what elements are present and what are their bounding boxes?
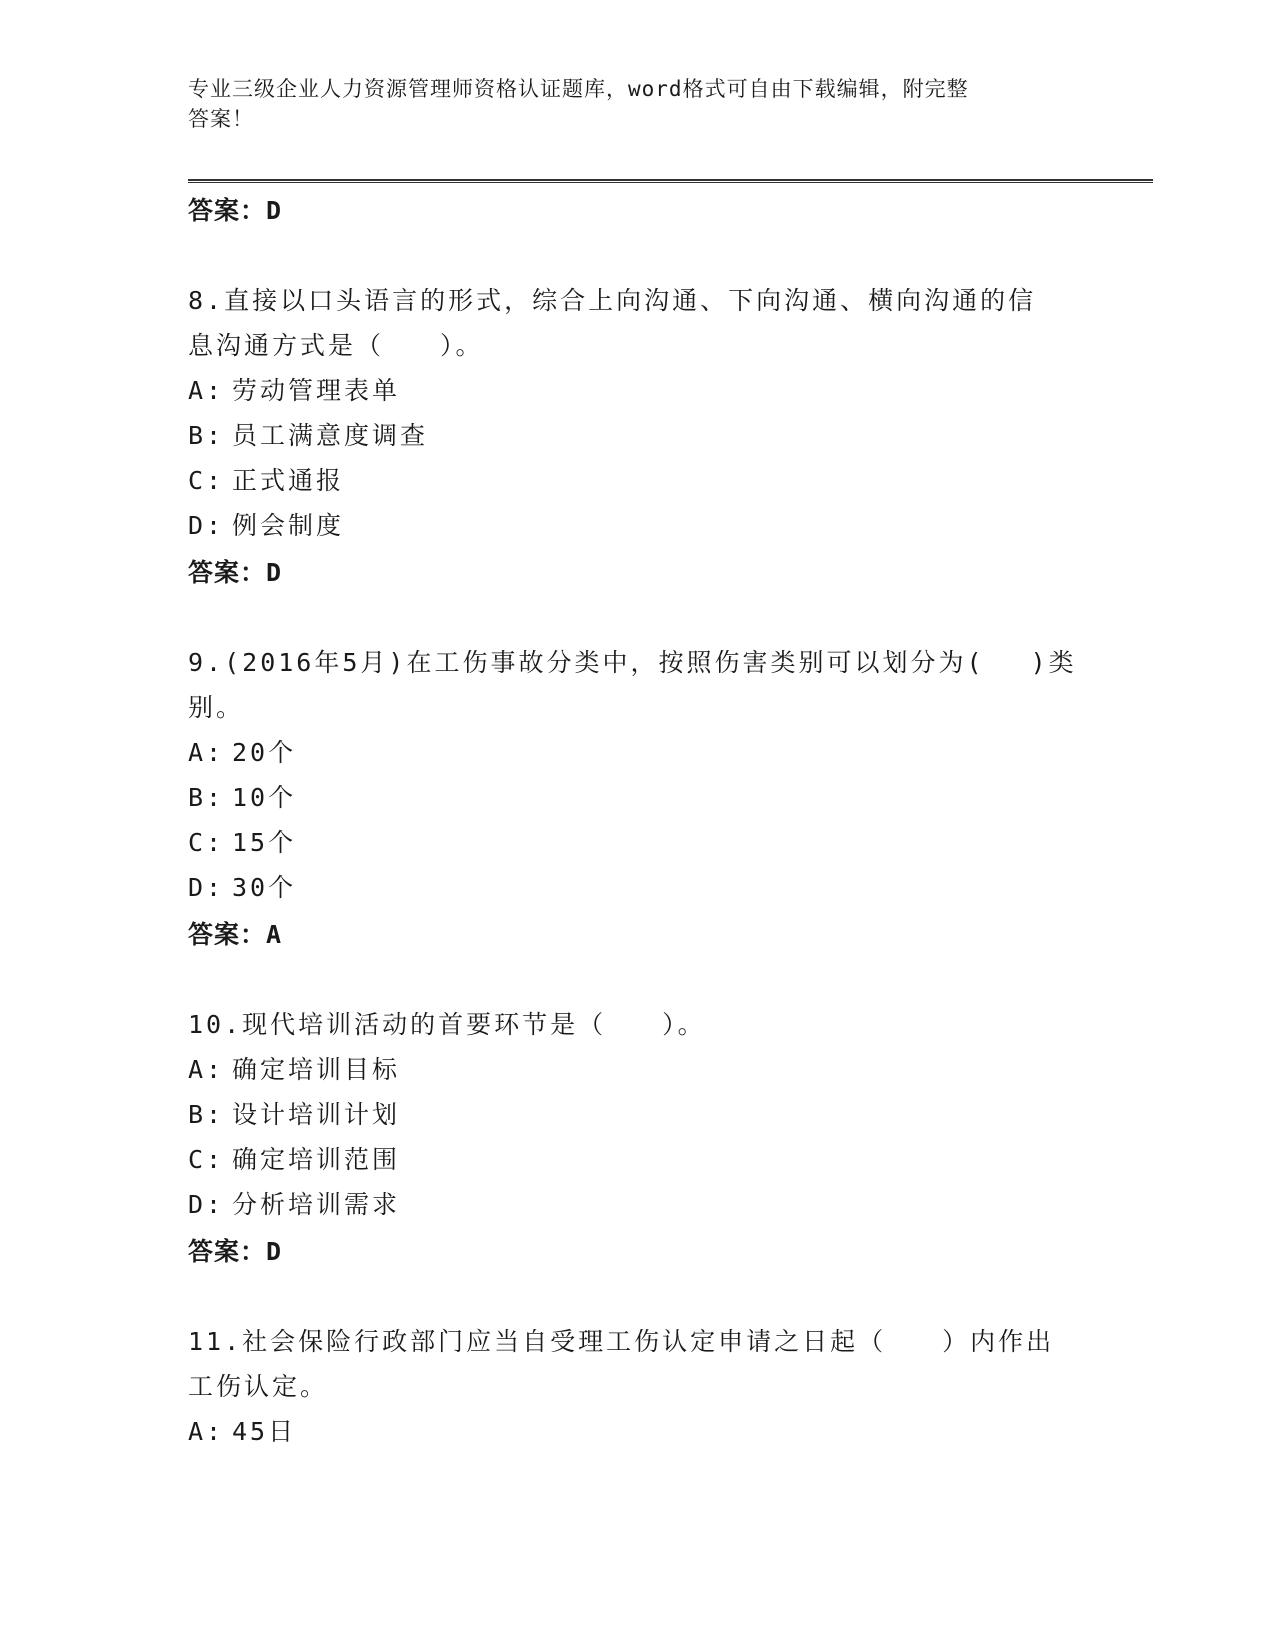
option-text: 30个 — [232, 873, 297, 902]
answer-7: 答案：D — [188, 196, 283, 225]
question-9-stem-line-1: 9.(2016年5月)在工伤事故分类中，按照伤害类别可以划分为( )类 — [188, 648, 1077, 677]
option-text: 员工满意度调查 — [232, 421, 429, 450]
option-text: 劳动管理表单 — [232, 376, 401, 405]
question-8-option-c — [188, 458, 1088, 503]
question-9-option-d — [188, 865, 1088, 910]
option-text: 15个 — [232, 828, 297, 857]
header-line-1: 专业三级企业人力资源管理师资格认证题库，word格式可自由下载编辑，附完整 — [188, 77, 969, 101]
option-key: D: — [188, 1190, 225, 1219]
question-list — [188, 186, 1088, 1454]
question-11 — [188, 1319, 1088, 1454]
answer-10: 答案：D — [188, 1237, 283, 1266]
option-key: C: — [188, 1145, 225, 1174]
question-10-option-a — [188, 1047, 1088, 1092]
option-key: C: — [188, 466, 225, 495]
question-10-option-c — [188, 1137, 1088, 1182]
question-9-option-a — [188, 730, 1088, 775]
question-10-option-d — [188, 1182, 1088, 1227]
option-key: A: — [188, 376, 225, 405]
option-text: 10个 — [232, 783, 297, 812]
option-key: C: — [188, 828, 225, 857]
option-text: 45日 — [232, 1417, 297, 1446]
option-text: 正式通报 — [232, 466, 345, 495]
header-line-2: 答案！ — [188, 107, 254, 131]
option-text: 确定培训范围 — [232, 1145, 401, 1174]
question-11-stem-line-2: 工伤认定。 — [188, 1372, 329, 1401]
question-11-option-a — [188, 1409, 1088, 1454]
question-11-stem-line-1: 11.社会保险行政部门应当自受理工伤认定申请之日起（ ）内作出 — [188, 1327, 1055, 1356]
question-9 — [188, 640, 1088, 960]
answer-8: 答案：D — [188, 558, 283, 587]
question-8-option-a — [188, 368, 1088, 413]
option-text: 分析培训需求 — [232, 1190, 401, 1219]
option-text: 设计培训计划 — [232, 1100, 401, 1129]
question-8-stem-line-2: 息沟通方式是（ ）。 — [188, 331, 484, 360]
option-key: B: — [188, 1100, 225, 1129]
option-key: A: — [188, 738, 225, 767]
question-9-stem-line-2: 别。 — [188, 693, 245, 722]
question-10-stem-line-1: 10.现代培训活动的首要环节是（ ）。 — [188, 1010, 706, 1039]
question-8-stem-line-1: 8.直接以口头语言的形式，综合上向沟通、下向沟通、横向沟通的信 — [188, 286, 1037, 315]
question-9-option-c — [188, 820, 1088, 865]
option-key: A: — [188, 1055, 225, 1084]
question-9-option-b — [188, 775, 1088, 820]
question-10 — [188, 1002, 1088, 1277]
option-key: A: — [188, 1417, 225, 1446]
option-key: B: — [188, 783, 225, 812]
question-8-option-b — [188, 413, 1088, 458]
option-text: 例会制度 — [232, 511, 345, 540]
page-header — [188, 74, 1068, 134]
question-8 — [188, 278, 1088, 598]
answer-9: 答案：A — [188, 920, 283, 949]
option-key: D: — [188, 511, 225, 540]
option-text: 确定培训目标 — [232, 1055, 401, 1084]
option-key: D: — [188, 873, 225, 902]
header-divider — [188, 179, 1153, 183]
option-key: B: — [188, 421, 225, 450]
option-text: 20个 — [232, 738, 297, 767]
question-8-option-d — [188, 503, 1088, 548]
question-10-option-b — [188, 1092, 1088, 1137]
